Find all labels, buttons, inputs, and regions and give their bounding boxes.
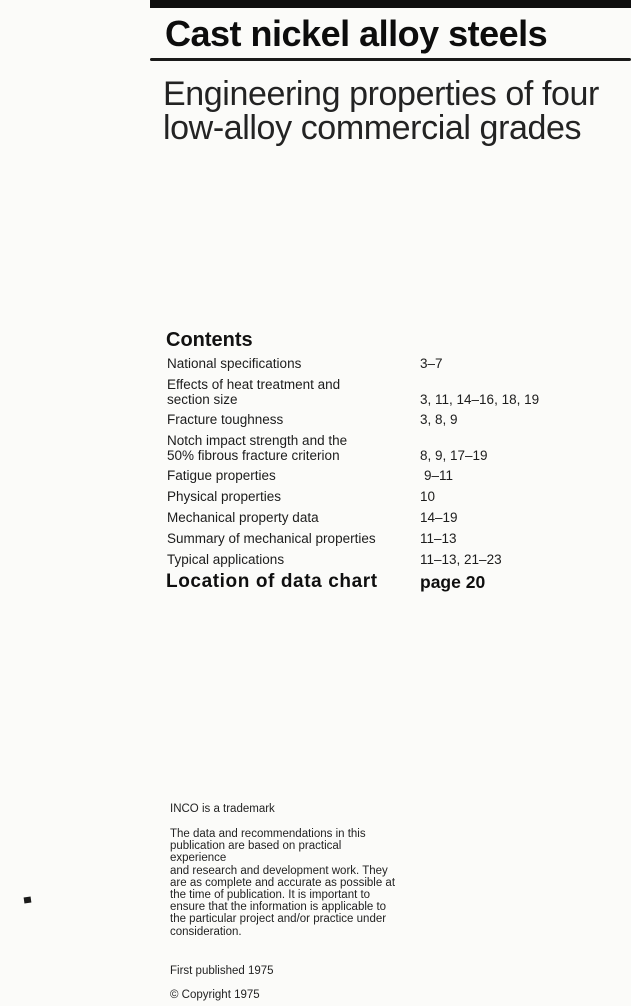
toc-item-label-line2: section size bbox=[167, 391, 238, 407]
toc-row-notch-impact bbox=[167, 434, 607, 463]
disclaimer-line: publication are based on practical experience bbox=[170, 840, 342, 865]
toc-item-label: Summary of mechanical properties bbox=[167, 531, 376, 546]
toc-item-label: Effects of heat treatment and bbox=[167, 377, 341, 392]
subtitle-line-2: low-alloy commercial grades bbox=[163, 109, 582, 147]
page-title: Cast nickel alloy steels bbox=[165, 13, 548, 54]
location-chart-page: page 20 bbox=[420, 572, 486, 592]
toc-row-summary-mechanical bbox=[167, 532, 607, 547]
contents-heading: Contents bbox=[166, 329, 253, 351]
toc-row-national-specifications bbox=[167, 357, 607, 372]
toc-row-location-of-data-chart bbox=[166, 571, 611, 593]
toc-item-pages: 3, 8, 9 bbox=[420, 412, 458, 427]
disclaimer-line: ensure that the information is applicable to bbox=[170, 901, 387, 914]
toc-item-pages: 3–7 bbox=[420, 356, 443, 371]
location-chart-label: Location of data chart bbox=[166, 571, 378, 592]
toc-row-typical-applications bbox=[167, 553, 607, 568]
disclaimer-line: the time of publication. It is important to bbox=[170, 889, 371, 902]
toc-item-label: National specifications bbox=[167, 356, 302, 371]
print-registration-mark bbox=[24, 897, 32, 904]
toc-item-label: Fracture toughness bbox=[167, 412, 284, 427]
first-published-line: First published 1975 bbox=[170, 965, 274, 977]
toc-row-physical-properties bbox=[167, 490, 607, 505]
subtitle-line-1: Engineering properties of four bbox=[163, 75, 599, 113]
trademark-note: INCO is a trademark bbox=[170, 803, 275, 815]
toc-item-pages: 14–19 bbox=[420, 510, 458, 525]
toc-item-label: Mechanical property data bbox=[167, 510, 319, 525]
title-divider-rule bbox=[150, 58, 631, 61]
top-rule-bar bbox=[150, 0, 631, 8]
disclaimer-line: The data and recommendations in this bbox=[170, 828, 366, 840]
toc-item-label: Typical applications bbox=[167, 552, 285, 567]
toc-item-pages: 11–13 bbox=[420, 531, 457, 546]
disclaimer-line: are as complete and accurate as possible at bbox=[170, 876, 396, 889]
toc-row-mechanical-property-data bbox=[167, 511, 607, 526]
toc-item-label: Notch impact strength and the bbox=[167, 433, 348, 448]
toc-item-pages: 3, 11, 14–16, 18, 19 bbox=[420, 391, 540, 407]
toc-item-label-line2: 50% fibrous fracture criterion bbox=[167, 447, 340, 463]
toc-row-fatigue-properties bbox=[167, 469, 607, 484]
disclaimer-line: and research and development work. They bbox=[170, 864, 388, 877]
toc-item-pages: 8, 9, 17–19 bbox=[420, 447, 488, 463]
toc-item-pages: 10 bbox=[420, 489, 436, 504]
toc-item-label: Physical properties bbox=[167, 489, 282, 504]
disclaimer-line: consideration. bbox=[170, 925, 242, 938]
page-subtitle bbox=[163, 77, 599, 145]
toc-row-fracture-toughness bbox=[167, 413, 607, 428]
disclaimer-paragraph bbox=[170, 828, 400, 938]
copyright-line: © Copyright 1975 bbox=[170, 989, 260, 1001]
toc-item-pages: 9–11 bbox=[424, 468, 454, 483]
disclaimer-line: the particular project and/or practice under bbox=[170, 913, 387, 926]
toc-item-label: Fatigue properties bbox=[167, 468, 276, 483]
toc-row-heat-treatment bbox=[167, 378, 607, 407]
toc-item-pages: 11–13, 21–23 bbox=[420, 552, 502, 567]
